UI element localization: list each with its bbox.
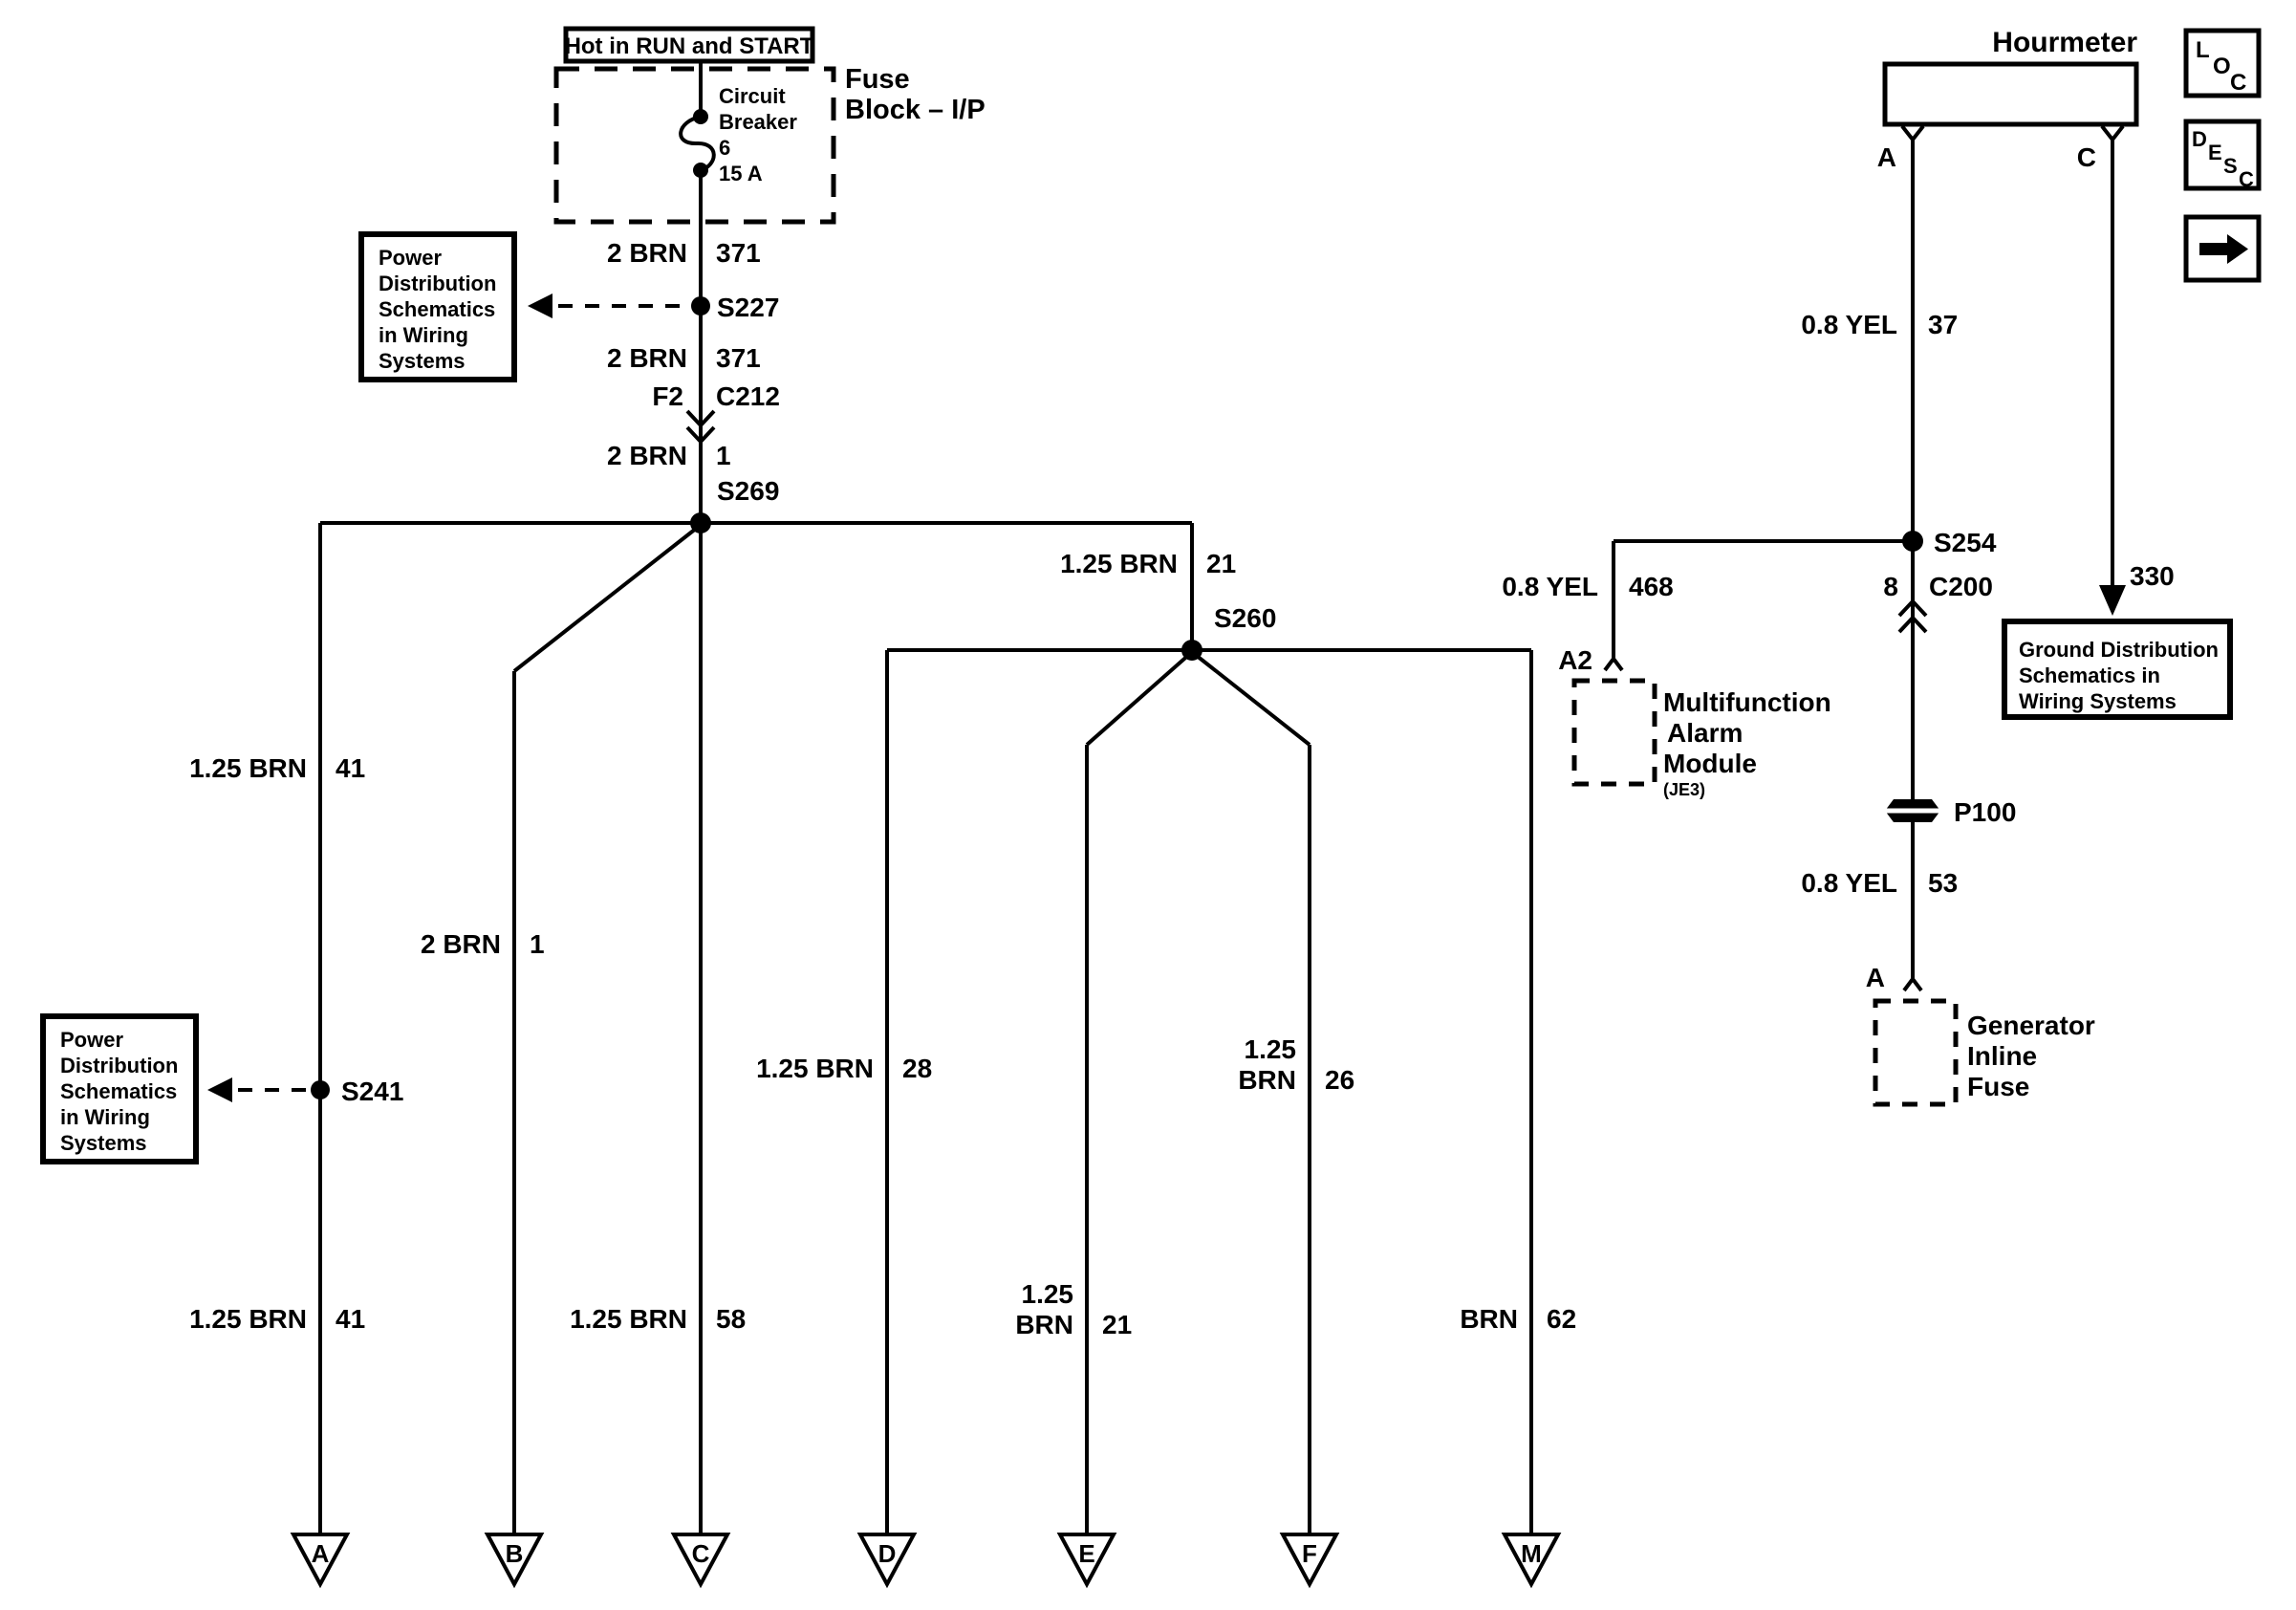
module-text: Generator [1967,1011,2095,1040]
terminal-label-a: A [1865,963,1885,992]
desc-letter: D [2192,127,2207,151]
module-text: Fuse [1967,1072,2030,1101]
wire-gauge-line2: BRN [1015,1310,1073,1339]
desc-button[interactable] [2186,121,2259,191]
wire-circuit: 26 [1325,1065,1355,1095]
wire-circuit: 371 [716,343,761,373]
generator-inline-fuse [1866,963,2095,1104]
wire-gauge: 2 BRN [420,929,501,959]
wire-gauge: 0.8 YEL [1801,310,1897,339]
module-text: Alarm [1667,718,1744,748]
wire-circuit: 21 [1102,1310,1133,1339]
branch-labels [189,753,1576,1339]
power-source-header-label: Hot in RUN and START [564,33,814,59]
ref-box-text: Systems [60,1131,147,1155]
alarm-module-dashed-box [1574,681,1655,784]
terminal-fork-icon [1605,659,1622,670]
connector-label-c200: C200 [1929,572,1993,601]
ref-box-text: Distribution [379,272,497,295]
wire-gauge-line1: 1.25 [1021,1279,1073,1309]
wire-circuit: 58 [716,1304,747,1334]
splice-dot-s254 [1902,531,1923,552]
forward-button[interactable] [2186,217,2259,280]
bottom-connector-triangles [293,1534,1558,1584]
circuit-breaker-icon [681,117,714,170]
desc-letter: S [2223,154,2238,178]
wire-gauge: 2 BRN [606,238,687,268]
connector-label-c212: C212 [716,381,780,411]
fuse-block-title-line2: Block – I/P [845,95,986,125]
splice-label-s241: S241 [341,1077,404,1106]
terminal-fork-icon [2102,126,2123,140]
circuit-breaker-bottom-dot [693,163,708,178]
module-text: Inline [1967,1041,2038,1071]
ref-box-text: Schematics in [2019,664,2160,687]
ref-box-text: Schematics [379,297,496,321]
connector-letter: D [877,1539,897,1568]
wire-branch-b-diagonal [514,525,701,671]
generator-fuse-dashed-box [1875,1001,1956,1104]
circuit-breaker-number: 6 [719,136,731,160]
ref-box-text: Ground Distribution [2019,638,2219,662]
ref-arrow-icon [207,1077,232,1102]
hourmeter-label: Hourmeter [1992,27,2137,58]
splice-label-s227: S227 [717,293,780,322]
wire-gauge: 1.25 BRN [189,753,307,783]
wire-branch-e-diagonal [1087,652,1192,745]
wire-gauge: 1.25 BRN [189,1304,307,1334]
ref-box-text: in Wiring [60,1105,150,1129]
fuse-block [556,64,986,222]
wire-circuit: 41 [336,753,366,783]
loc-letter: L [2196,37,2210,63]
connector-letter: F [1302,1539,1317,1568]
splice-dot-s260 [1181,640,1202,661]
connector-pin-c200: 8 [1883,572,1898,601]
forward-arrow-icon [2199,243,2227,255]
terminal-fork-icon [1902,126,1923,140]
multifunction-alarm-module [1558,645,1831,799]
wire-circuit: 330 [2130,561,2175,591]
wire-gauge-line2: BRN [1238,1065,1296,1095]
loc-letter: C [2230,70,2247,96]
connector-letter: C [691,1539,710,1568]
wire-circuit: 21 [1206,549,1237,578]
loc-button[interactable] [2186,31,2259,96]
splice-dot-s227 [691,296,710,315]
wire-gauge: 0.8 YEL [1502,572,1598,601]
wire-circuit: 41 [336,1304,366,1334]
splice-dot-s269 [690,512,711,533]
module-text: Module [1663,749,1757,778]
splice-label-s269: S269 [717,476,780,506]
main-feed-labels [607,238,1276,661]
module-note: (JE3) [1663,780,1706,799]
nav-buttons [2186,31,2259,280]
circuit-breaker-label-line2: Breaker [719,110,797,134]
desc-letter: E [2208,141,2222,164]
ref-box-text: Schematics [60,1079,178,1103]
connector-letter: B [505,1539,524,1568]
terminal-label-a: A [1876,142,1896,172]
wire-circuit: 28 [902,1054,933,1083]
ref-box-text: Power [379,246,443,270]
wire-gauge: 1.25 BRN [756,1054,874,1083]
right-side-labels [1502,310,2016,898]
desc-letter: C [2239,167,2254,191]
wire-gauge: 0.8 YEL [1801,868,1897,898]
wire-gauge: BRN [1460,1304,1518,1334]
wire-circuit: 53 [1928,868,1959,898]
connector-letter: M [1521,1539,1542,1568]
connector-letter: E [1078,1539,1095,1568]
circuit-breaker-label-line1: Circuit [719,84,786,108]
ref-box-text: Distribution [60,1054,179,1077]
hourmeter-component [1877,27,2138,172]
connector-letter: A [311,1539,330,1568]
wire-circuit: 371 [716,238,761,268]
splice-dot-s241 [311,1080,330,1099]
terminal-label-a2: A2 [1558,645,1592,675]
ref-box-text: Systems [379,349,466,373]
ref-ground-distribution [2004,561,2230,717]
module-text: Multifunction [1663,687,1831,717]
terminal-label-c: C [2076,142,2096,172]
loc-letter: O [2213,54,2231,79]
wire-circuit: 1 [716,441,731,470]
ref-box-text: Wiring Systems [2019,689,2177,713]
terminal-fork-icon [1904,979,1921,990]
wire-circuit: 62 [1547,1304,1577,1334]
ref-power-distribution-left [43,1016,311,1162]
ref-box-text: Power [60,1028,124,1052]
wire-branch-f-diagonal [1192,652,1310,745]
wire-gauge-line1: 1.25 [1244,1034,1296,1064]
wire-gauge: 1.25 BRN [1060,549,1178,578]
wire-circuit: 37 [1928,310,1959,339]
splice-label-s260: S260 [1214,603,1277,633]
hourmeter-box [1885,64,2136,124]
wire-gauge: 2 BRN [606,343,687,373]
wire-gauge: 1.25 BRN [570,1304,687,1334]
power-source-header [565,29,814,61]
connector-pin-c212: F2 [652,381,683,411]
wire-circuit: 1 [530,929,545,959]
circuit-breaker-rating: 15 A [719,162,763,185]
splice-label-s254: S254 [1934,528,1997,557]
wire-circuit: 468 [1629,572,1674,601]
fuse-block-title-line1: Fuse [845,64,910,95]
wire-gauge: 2 BRN [606,441,687,470]
p100-label: P100 [1954,797,2017,827]
ref-arrow-icon [528,294,552,318]
down-arrow-icon [2099,585,2126,616]
ref-box-text: in Wiring [379,323,468,347]
